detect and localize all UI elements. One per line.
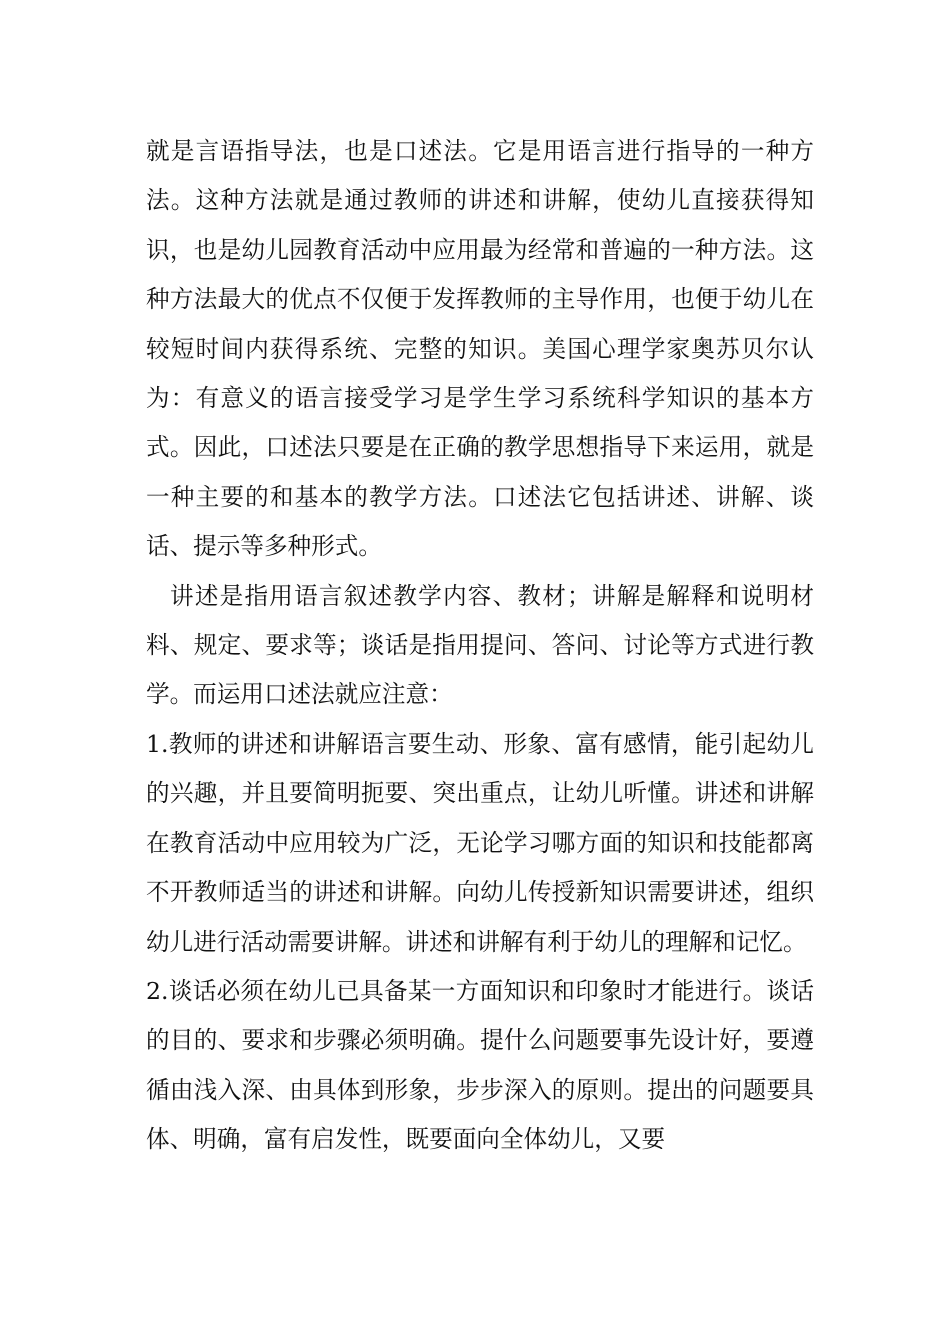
list-item-2: 2.谈话必须在幼儿已具备某一方面知识和印象时才能进行。谈话的目的、要求和步骤必须明确。提什么问题要事先设计好，要遵循由浅入深、由具体到形象，步步深入的原则。提出的问题要具体、明确，富有启发性，既要面向全体幼儿，又要 — [146, 976, 814, 1154]
list-item-1: 1.教师的讲述和讲解语言要生动、形象、富有感情，能引起幼儿的兴趣，并且要简明扼要、突出重点，让幼儿听懂。讲述和讲解在教育活动中应用较为广泛，无论学习哪方面的知识和技能都离不开教师适当的讲述和讲解。向幼儿传授新知识需要讲述，组织幼儿进行活动需要讲解。讲述和讲解有利于幼儿的理解和记忆。 — [146, 729, 814, 956]
body-text — [146, 127, 814, 1165]
paragraph-intro: 就是言语指导法，也是口述法。它是用语言进行指导的一种方法。这种方法就是通过教师的讲述和讲解，使幼儿直接获得知识，也是幼儿园教育活动中应用最为经常和普遍的一种方法。这种方法最大的优点不仅便于发挥教师的主导作用，也便于幼儿在较短时间内获得系统、完整的知识。美国心理学家奥苏贝尔认为：有意义的语言接受学习是学生学习系统科学知识的基本方式。因此，口述法只要是在正确的教学思想指导下来运用，就是一种主要的和基本的教学方法。口述法它包括讲述、讲解、谈话、提示等多种形式。 — [146, 137, 814, 561]
paragraph-definitions: 讲述是指用语言叙述教学内容、教材；讲解是解释和说明材料、规定、要求等；谈话是指用提问、答问、讨论等方式进行教学。而运用口述法就应注意： — [146, 581, 814, 709]
